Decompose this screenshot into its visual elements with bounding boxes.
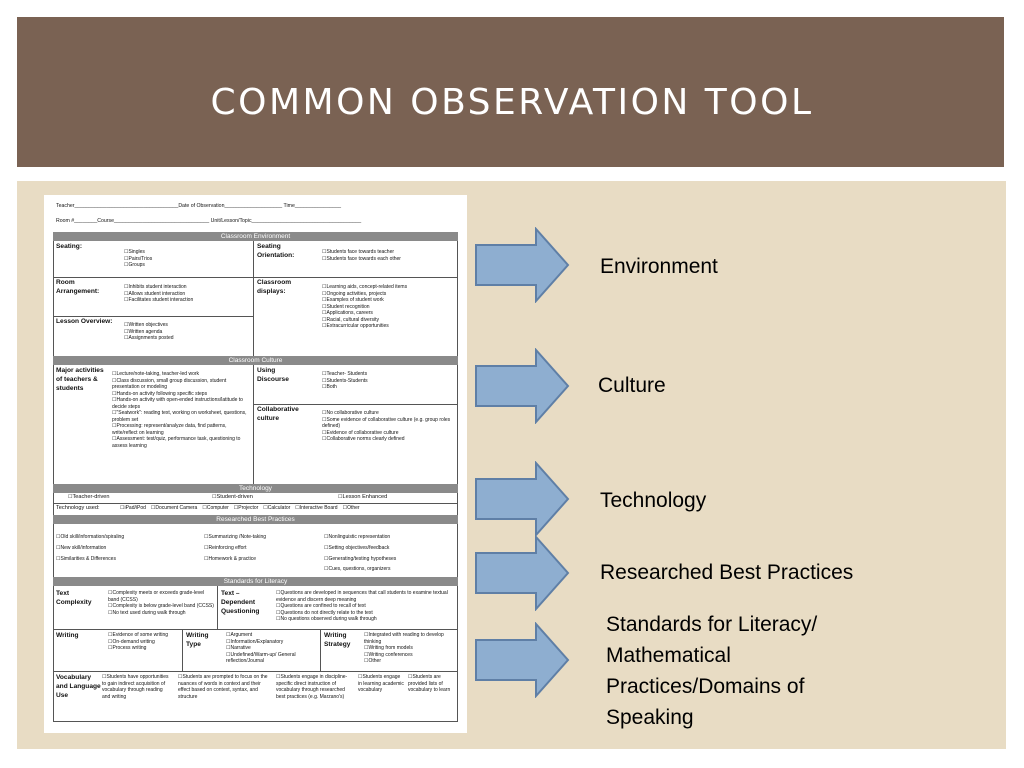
best-practices-col-3	[324, 532, 396, 575]
checkbox-option[interactable]: ☐ No collaborative culture	[322, 410, 452, 417]
writing-strategy-label: Writing Strategy	[324, 632, 351, 648]
label-researched-best-practices: Researched Best Practices	[600, 561, 854, 584]
section-header-environment: Classroom Environment	[53, 232, 458, 241]
checkbox-option[interactable]: ☐ Questions are confined to recall of text	[276, 603, 456, 610]
checkbox-option[interactable]: ☐ Assessment: test/quiz, performance task, questioning to assess learning	[112, 436, 250, 449]
checkbox-option[interactable]: ☐ Old skill/information/spiraling	[56, 532, 124, 543]
checkbox-option[interactable]: ☐ Students are provided lists of vocabulary to learn	[408, 674, 456, 694]
checkbox-option[interactable]: ☐ Inhibits student interaction	[124, 284, 193, 291]
label-environment: Environment	[600, 255, 718, 278]
checkbox-option[interactable]: ☐ Student recognition	[322, 304, 407, 311]
checkbox-option[interactable]: ☐ On-demand writing	[108, 639, 180, 646]
checkbox-option[interactable]: ☐ Learning aids, concept-related items	[322, 284, 407, 291]
collaborative-culture-options	[322, 410, 452, 443]
checkbox-option[interactable]: ☐ No questions observed during walk through	[276, 616, 456, 623]
tech-used-options	[120, 505, 360, 512]
checkbox-option[interactable]: ☐ Hands-on activity with open-ended instructions/latitude to decide steps	[112, 397, 250, 410]
divider	[320, 629, 321, 671]
checkbox-option[interactable]: ☐ Questions do not directly relate to the text	[276, 610, 456, 617]
major-activities-options	[112, 371, 250, 449]
checkbox-option[interactable]: ☐ Reinforcing effort	[204, 543, 266, 554]
checkbox-option[interactable]: ☐ Both	[322, 384, 368, 391]
checkbox-option[interactable]: ☐ iPad/iPod	[120, 505, 146, 512]
checkbox-option[interactable]: ☐ Generating/testing hypotheses	[324, 554, 396, 565]
checkbox-option[interactable]: ☐ No text used during walk through	[108, 610, 214, 617]
checkbox-option[interactable]: ☐ Racial, cultural diversity	[322, 317, 407, 324]
checkbox-option[interactable]: ☐ Similarities & Differences	[56, 554, 124, 565]
checkbox-option[interactable]: ☐ Lecture/note-taking, teacher-led work	[112, 371, 250, 378]
writing-options	[108, 632, 180, 652]
checkbox-option[interactable]: ☐ Students-Students	[322, 378, 368, 385]
checkbox-option[interactable]: ☐ Writing conferences	[364, 652, 456, 659]
form-header-line-2: Room #________Course_________________________________ Unit/Lesson/Topic______________________________________	[56, 218, 362, 224]
room-arrangement-label: Room Arrangement:	[56, 279, 100, 295]
tech-driven-option	[338, 494, 387, 501]
arrow-right-icon	[474, 348, 570, 424]
checkbox-option[interactable]: ☐ Written objectives	[124, 322, 174, 329]
tech-used-label: Technology used:	[56, 505, 100, 511]
checkbox-option[interactable]: ☐ Ongoing activities, projects	[322, 291, 407, 298]
vocabulary-option	[102, 674, 172, 700]
checkbox-option[interactable]: ☐ Pairs/Trios	[124, 256, 152, 263]
using-discourse-label: Using Discourse	[257, 367, 289, 383]
checkbox-option[interactable]: ☐ Extracurricular opportunities	[322, 323, 407, 330]
checkbox-option[interactable]: ☐ Assignments posted	[124, 335, 174, 342]
divider	[182, 629, 183, 671]
arrow-right-icon	[474, 461, 570, 537]
form-header-line-1: Teacher____________________________________Date of Observation____________________ Time________________	[56, 203, 341, 209]
collaborative-culture-label: Collaborative culture	[257, 406, 299, 422]
checkbox-option[interactable]: ☐ Nonlinguistic representation	[324, 532, 396, 543]
checkbox-option[interactable]: ☐ Homework & practice	[204, 554, 266, 565]
writing-strategy-options	[364, 632, 456, 665]
checkbox-option[interactable]: ☐ Written agenda	[124, 329, 174, 336]
using-discourse-options	[322, 371, 368, 391]
section-header-technology: Technology	[53, 484, 458, 493]
section-header-culture: Classroom Culture	[53, 356, 458, 365]
label-standards-line: Practices/Domains of	[606, 675, 805, 698]
checkbox-option[interactable]: ☐ Students engage in discipline- specific direct instruction of vocabulary through researched best practices (e.g. Marzano's)	[276, 674, 354, 700]
text-dependent-options	[276, 590, 456, 623]
vocabulary-option	[276, 674, 354, 700]
text-complexity-label: Text Complexity	[56, 590, 92, 606]
checkbox-option[interactable]: ☐ Integrated with reading to develop thinking	[364, 632, 456, 645]
checkbox-option[interactable]: ☐ Calculator	[263, 505, 290, 512]
checkbox-option[interactable]: ☐ Students face towards teacher	[322, 249, 401, 256]
checkbox-option[interactable]: ☐ Teacher- Students	[322, 371, 368, 378]
checkbox-option[interactable]: ☐ Evidence of some writing	[108, 632, 180, 639]
checkbox-option[interactable]: ☐ New skill/information	[56, 543, 124, 554]
checkbox-option[interactable]: ☐ Narrative	[226, 645, 318, 652]
checkbox-option[interactable]: ☐ Other	[364, 658, 456, 665]
writing-type-label: Writing Type	[186, 632, 209, 648]
vocabulary-option	[178, 674, 270, 700]
checkbox-option[interactable]: ☐ Complexity meets or exceeds grade-level band (CCSS)	[108, 590, 214, 603]
divider	[253, 404, 458, 405]
checkbox-option[interactable]: ☐ Interactive Board	[295, 505, 337, 512]
label-technology: Technology	[600, 489, 707, 512]
lesson-overview-label: Lesson Overview:	[56, 318, 113, 325]
divider	[53, 503, 458, 504]
checkbox-option[interactable]: ☐ Applications, careers	[322, 310, 407, 317]
text-complexity-options	[108, 590, 214, 616]
checkbox-option[interactable]: ☐ Allows student interaction	[124, 291, 193, 298]
divider	[253, 277, 458, 278]
divider	[253, 241, 254, 356]
classroom-displays-label: Classroom displays:	[257, 279, 292, 295]
checkbox-option[interactable]: ☐ Undefined/Warm-up/ General reflection/Journal	[226, 652, 318, 665]
checkbox-option[interactable]: ☐ Complexity is below grade-level band (CCSS)	[108, 603, 214, 610]
checkbox-option[interactable]: ☐ Summarizing /Note-taking	[204, 532, 266, 543]
checkbox-option[interactable]: ☐ Collaborative norms clearly defined	[322, 436, 452, 443]
vocabulary-option	[408, 674, 456, 694]
checkbox-option[interactable]: ☐ Evidence of collaborative culture	[322, 430, 452, 437]
label-standards-line: Standards for Literacy/	[606, 613, 818, 636]
checkbox-option[interactable]: ☐ Some evidence of collaborative culture (e.g. group roles defined)	[322, 417, 452, 430]
seating-orientation-options	[322, 249, 401, 262]
room-arrangement-options	[124, 284, 193, 304]
checkbox-option[interactable]: ☐ Groups	[124, 262, 152, 269]
observation-form	[44, 195, 467, 733]
seating-orientation-label: Seating Orientation:	[257, 243, 295, 259]
seating-options	[124, 249, 152, 269]
checkbox-option[interactable]: ☐ Lesson Enhanced	[338, 494, 387, 501]
label-standards-line: Speaking	[606, 706, 694, 729]
checkbox-option[interactable]: ☐ Information/Explanatory	[226, 639, 318, 646]
writing-label: Writing	[56, 632, 79, 639]
checkbox-option[interactable]: ☐ Questions are developed in sequences that call students to examine textual evidence and discern deep meaning	[276, 590, 456, 603]
arrow-right-icon	[474, 622, 570, 698]
label-standards-line: Mathematical	[606, 644, 731, 667]
checkbox-option[interactable]: ☐ Students have opportunities to gain indirect acquisition of vocabulary through reading and writing	[102, 674, 172, 700]
best-practices-col-2	[204, 532, 266, 564]
checkbox-option[interactable]: ☐ Document Camera	[151, 505, 197, 512]
major-activities-label: Major activities of teachers & students	[56, 367, 104, 392]
label-standards	[606, 609, 817, 733]
section-header-best-practices: Researched Best Practices	[53, 515, 458, 524]
arrow-right-icon	[474, 535, 570, 611]
checkbox-option[interactable]: ☐ Hands-on activity following specific steps	[112, 391, 250, 398]
checkbox-option[interactable]: ☐ Singles	[124, 249, 152, 256]
checkbox-option[interactable]: ☐ Argument	[226, 632, 318, 639]
checkbox-option[interactable]: ☐ Writing from models	[364, 645, 456, 652]
checkbox-option[interactable]: ☐ Setting objectives/feedback	[324, 543, 396, 554]
text-dependent-label: Text – Dependent Questioning	[221, 590, 260, 615]
vocabulary-label: Vocabulary and Language Use	[56, 674, 101, 699]
checkbox-option[interactable]: ☐ Students are prompted to focus on the nuances of words in context and their effect based on context, syntax, and structure	[178, 674, 270, 700]
section-header-standards: Standards for Literacy	[53, 577, 458, 586]
lesson-overview-options	[124, 322, 174, 342]
checkbox-option[interactable]: ☐ Student-driven	[212, 494, 253, 501]
divider	[53, 316, 253, 317]
checkbox-option[interactable]: ☐ Computer	[202, 505, 228, 512]
checkbox-option[interactable]: ☐ Process writing	[108, 645, 180, 652]
checkbox-option[interactable]: ☐ Other	[343, 505, 360, 512]
checkbox-option[interactable]: ☐ Cues, questions, organizers	[324, 564, 396, 575]
writing-type-options	[226, 632, 318, 665]
slide-title: COMMON OBSERVATION TOOL	[210, 82, 814, 123]
checkbox-option[interactable]: ☐ Students face towards each other	[322, 256, 401, 263]
classroom-displays-options	[322, 284, 407, 330]
tech-driven-option	[212, 494, 253, 501]
arrow-right-icon	[474, 227, 570, 303]
checkbox-option[interactable]: ☐ Students engage in learning academic vocabulary	[358, 674, 404, 694]
checkbox-option[interactable]: ☐ Examples of student work	[322, 297, 407, 304]
divider	[53, 629, 458, 630]
checkbox-option[interactable]: ☐ "Seatwork": reading text, working on worksheet, questions, problem set	[112, 410, 250, 423]
checkbox-option[interactable]: ☐ Processing: represent/analyze data, find patterns, write/reflect on learning	[112, 423, 250, 436]
divider	[53, 671, 458, 672]
checkbox-option[interactable]: ☐ Teacher-driven	[68, 494, 109, 501]
checkbox-option[interactable]: ☐ Class discussion, small group discussion, student presentation or modeling	[112, 378, 250, 391]
tech-driven-option	[68, 494, 109, 501]
best-practices-col-1	[56, 532, 124, 564]
vocabulary-option	[358, 674, 404, 694]
divider	[253, 365, 254, 484]
checkbox-option[interactable]: ☐ Projector	[234, 505, 259, 512]
label-culture: Culture	[598, 374, 666, 397]
divider	[53, 277, 253, 278]
divider	[217, 586, 218, 629]
checkbox-option[interactable]: ☐ Facilitates student interaction	[124, 297, 193, 304]
seating-label: Seating:	[56, 243, 83, 250]
